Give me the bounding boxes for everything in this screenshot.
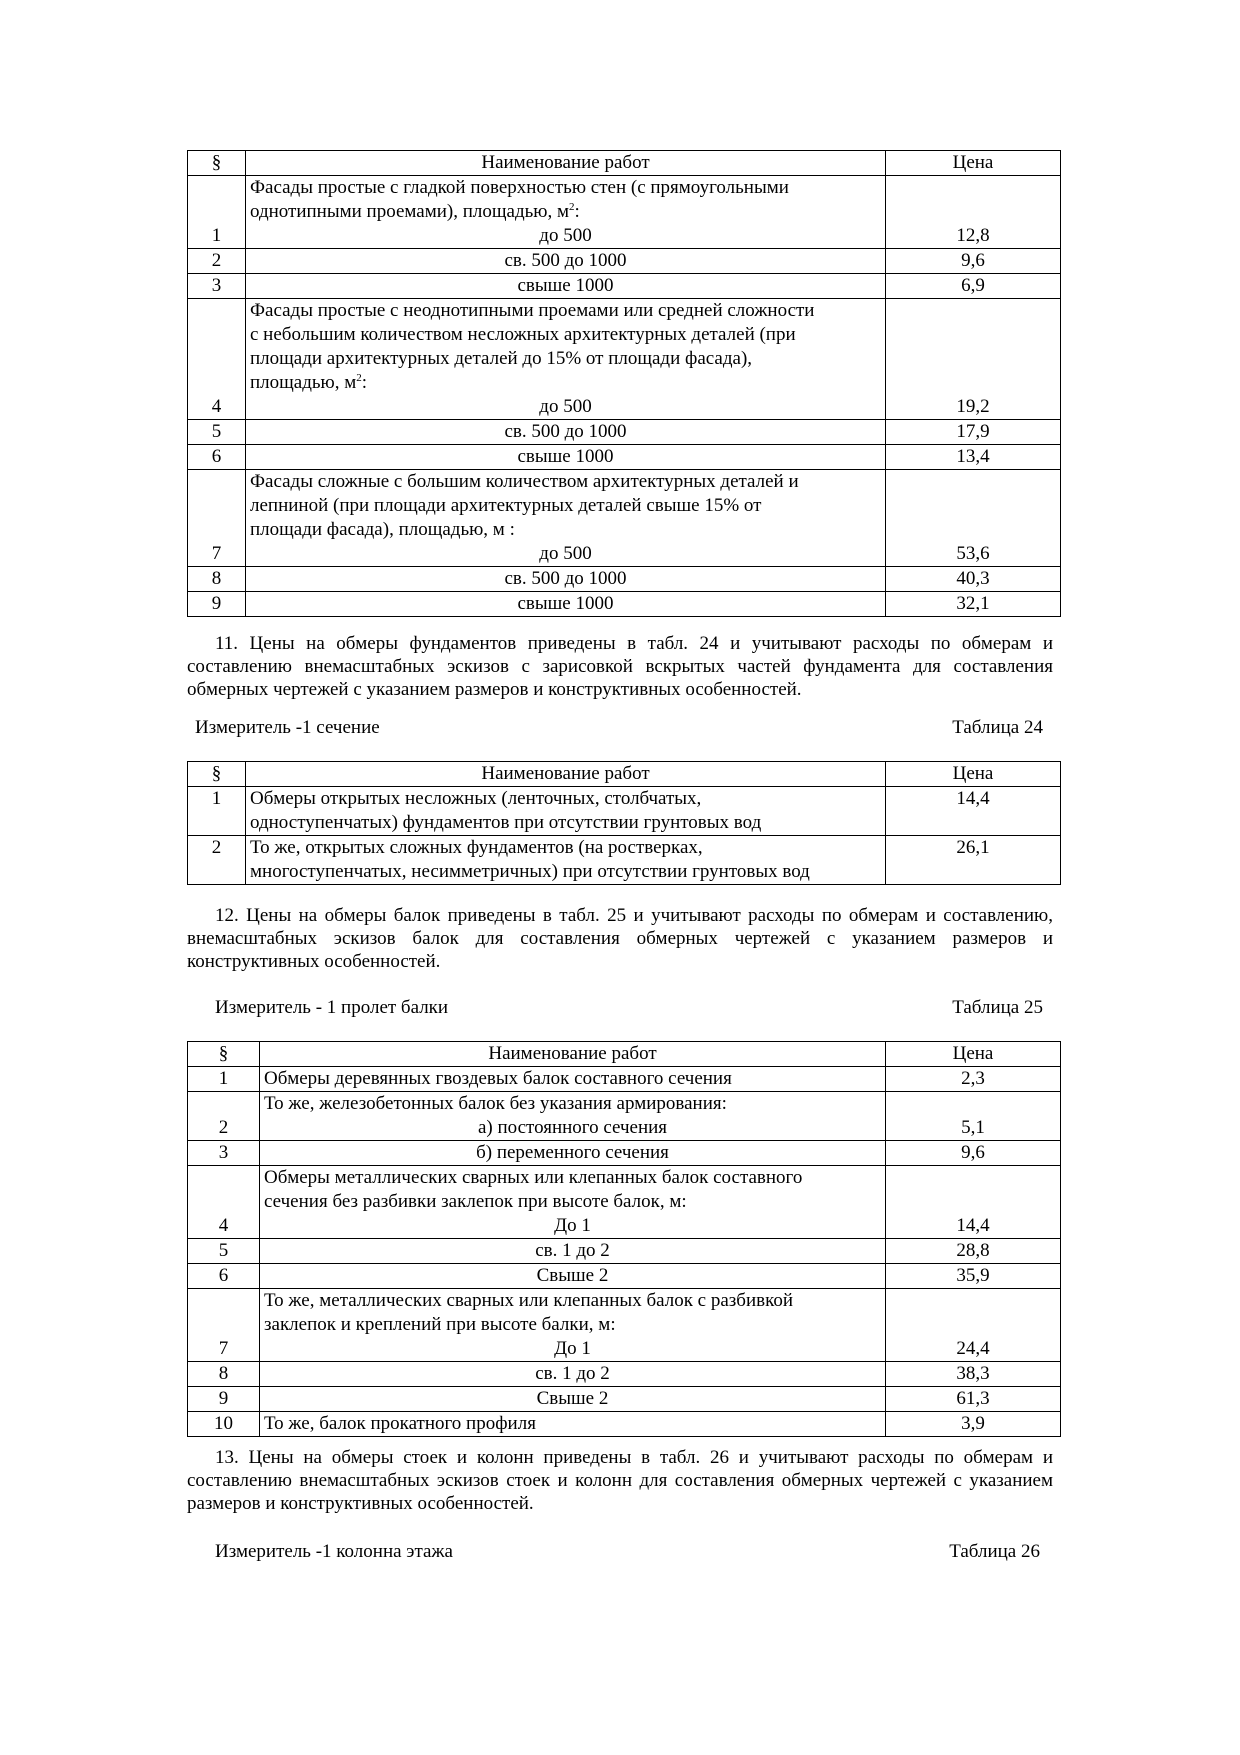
row-name: св. 1 до 2 [260,1239,886,1264]
row-name: То же, балок прокатного профиля [260,1412,886,1437]
row-num: 1 [188,176,246,249]
row-label: до 500 [539,225,592,246]
table-row [188,176,1061,249]
facade-price-table [187,150,1060,617]
row-name: Свыше 2 [260,1387,886,1412]
table-row [188,567,1061,592]
row-price: 14,4 [886,787,1061,836]
table-row [188,1239,1061,1264]
row-name: То же, открытых сложных фундаментов (на ростверках, многоступенчатых, несимметричных) при отсутствии грунтовых вод [246,836,886,885]
row-price: 40,3 [886,567,1061,592]
table-header-row [188,762,1061,787]
row-num: 2 [188,1092,260,1141]
measure-unit-25: Измеритель - 1 пролет балки [215,997,449,1018]
row-num: 1 [188,1067,260,1092]
row-num: 7 [188,1289,260,1362]
table-row [188,274,1061,299]
row-num: 5 [188,1239,260,1264]
row-name [246,470,886,567]
group-desc-line: То же, железобетонных балок без указания армирования: [264,1093,727,1114]
row-price: 9,6 [886,1141,1061,1166]
header-section: § [188,762,246,787]
row-price: 19,2 [886,299,1061,420]
row-price: 3,9 [886,1412,1061,1437]
row-price: 38,3 [886,1362,1061,1387]
group-desc-line: с небольшим количеством несложных архитектурных деталей (при [250,324,796,345]
header-name: Наименование работ [246,762,886,787]
table-24 [187,761,1060,885]
table-row [188,1412,1061,1437]
row-name: Обмеры деревянных гвоздевых балок составного сечения [260,1067,886,1092]
row-name: св. 500 до 1000 [246,420,886,445]
group-desc-line: площади архитектурных деталей до 15% от площади фасада), [250,348,753,369]
table-25 [187,1041,1060,1437]
group-desc-line: лепниной (при площади архитектурных деталей свыше 15% от [250,495,762,516]
header-name: Наименование работ [260,1042,886,1067]
table-row [188,445,1061,470]
paragraph-text: 12. Цены на обмеры балок приведены в табл. 25 и учитывают расходы по обмерам и составлению, внемасштабных эскизов балок для составления обмерных чертежей с указанием размеров и конструктивных особенностей. [187,905,1053,972]
row-num: 8 [188,1362,260,1387]
row-name: б) переменного сечения [260,1141,886,1166]
row-label: До 1 [554,1215,591,1236]
table-row [188,1387,1061,1412]
row-num: 6 [188,445,246,470]
row-name: свыше 1000 [246,445,886,470]
table-title-24: Таблица 24 [952,717,1043,738]
row-name: свыше 1000 [246,592,886,617]
group-desc-line: Фасады простые с неоднотипными проемами или средней сложности [250,300,815,321]
table-row [188,1289,1061,1362]
row-name: св. 500 до 1000 [246,567,886,592]
header-section: § [188,1042,260,1067]
row-price: 9,6 [886,249,1061,274]
row-name: Свыше 2 [260,1264,886,1289]
table-row [188,1067,1061,1092]
row-num: 2 [188,249,246,274]
row-price: 24,4 [886,1289,1061,1362]
row-price: 13,4 [886,445,1061,470]
row-name [246,176,886,249]
row-num: 4 [188,1166,260,1239]
row-name: Обмеры открытых несложных (ленточных, столбчатых, одноступенчатых) фундаментов при отсутствии грунтовых вод [246,787,886,836]
row-label: До 1 [554,1338,591,1359]
row-num: 4 [188,299,246,420]
table-header-row [188,1042,1061,1067]
group-desc-line: заклепок и креплений при высоте балки, м: [264,1314,616,1335]
row-num: 9 [188,592,246,617]
row-price: 17,9 [886,420,1061,445]
paragraph-text: 11. Цены на обмеры фундаментов приведены в табл. 24 и учитывают расходы по обмерам и составлению внемасштабных эскизов с зарисовкой вскрытых частей фундамента для составления обмерных чертежей с указанием размеров и конструктивных особенностей. [187,633,1053,700]
row-price: 14,4 [886,1166,1061,1239]
table-row [188,470,1061,567]
row-price: 35,9 [886,1264,1061,1289]
row-num: 1 [188,787,246,836]
row-price: 53,6 [886,470,1061,567]
table-row [188,1092,1061,1141]
header-section: § [188,151,246,176]
row-price: 28,8 [886,1239,1061,1264]
row-num: 3 [188,1141,260,1166]
table-row [188,836,1061,885]
row-name: св. 1 до 2 [260,1362,886,1387]
row-name [246,299,886,420]
table-title-26: Таблица 26 [949,1541,1040,1562]
header-price: Цена [886,1042,1061,1067]
row-num: 9 [188,1387,260,1412]
table-row [188,1141,1061,1166]
row-num: 3 [188,274,246,299]
row-price: 6,9 [886,274,1061,299]
row-name [260,1092,886,1141]
row-price: 2,3 [886,1067,1061,1092]
row-num: 5 [188,420,246,445]
row-label: а) постоянного сечения [477,1117,668,1138]
row-price: 12,8 [886,176,1061,249]
row-num: 8 [188,567,246,592]
table-row [188,249,1061,274]
row-num: 6 [188,1264,260,1289]
table-row [188,1264,1061,1289]
paragraph-12 [187,904,1053,973]
row-label: до 500 [539,396,592,417]
paragraph-text: 13. Цены на обмеры стоек и колонн приведены в табл. 26 и учитывают расходы по обмерам и составлению внемасштабных эскизов стоек и колонн для составления обмерных чертежей с указанием размеров и конструктивных особенностей. [187,1447,1053,1514]
group-desc-line: однотипными проемами), площадью, $м^2$: [250,201,580,222]
row-name [260,1166,886,1239]
paragraph-11 [187,632,1053,701]
group-desc-line: площадью, $м^2$: [250,372,368,393]
group-desc-line: сечения без разбивки заклепок при высоте балок, м: [264,1191,687,1212]
row-price: 26,1 [886,836,1061,885]
table-row [188,592,1061,617]
measure-unit-24: Измеритель -1 сечение [195,717,380,738]
table-row [188,1362,1061,1387]
row-price: 61,3 [886,1387,1061,1412]
group-desc-line: То же, металлических сварных или клепанных балок с разбивкой [264,1290,794,1311]
table-row [188,1166,1061,1239]
table-header-row [188,151,1061,176]
row-price: 5,1 [886,1092,1061,1141]
row-price: 32,1 [886,592,1061,617]
paragraph-13 [187,1446,1053,1515]
row-label: до 500 [539,543,592,564]
header-price: Цена [886,151,1061,176]
group-desc-line: площади фасада), площадью, м : [250,519,515,540]
table-row [188,420,1061,445]
group-desc-line: Обмеры металлических сварных или клепанных балок составного [264,1167,803,1188]
group-desc-line: Фасады простые с гладкой поверхностью стен (с прямоугольными [250,177,789,198]
row-num: 7 [188,470,246,567]
group-desc-line: Фасады сложные с большим количеством архитектурных деталей и [250,471,799,492]
table-row [188,787,1061,836]
measure-unit-26: Измеритель -1 колонна этажа [215,1541,453,1562]
header-price: Цена [886,762,1061,787]
row-num: 10 [188,1412,260,1437]
row-num: 2 [188,836,246,885]
row-name [260,1289,886,1362]
row-name: св. 500 до 1000 [246,249,886,274]
row-name: свыше 1000 [246,274,886,299]
table-row [188,299,1061,420]
table-title-25: Таблица 25 [952,997,1043,1018]
header-name: Наименование работ [246,151,886,176]
